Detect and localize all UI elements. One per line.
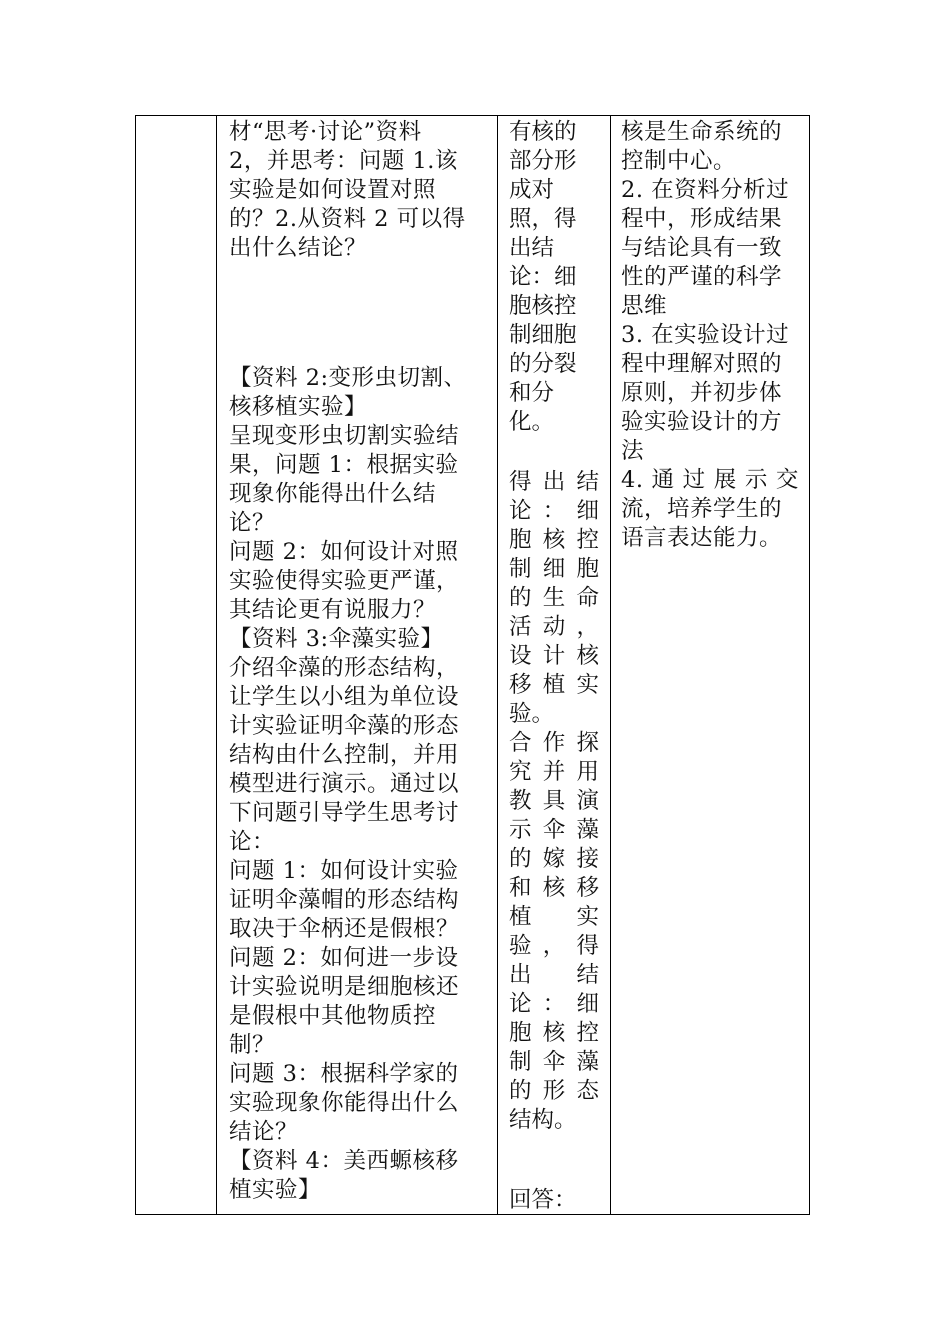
text-char: 并	[542, 759, 566, 785]
text-line: 回答：	[509, 1187, 577, 1213]
text-line: 出什么结论？	[229, 235, 368, 261]
text-line: 法	[621, 438, 645, 464]
text-char: 计	[542, 643, 566, 669]
text-char: 生	[542, 585, 566, 611]
text-char: 制	[509, 556, 532, 582]
text-line: 性的严谨的科学	[621, 264, 783, 290]
spaced-text-line	[509, 1077, 599, 1106]
text-line: 论？	[229, 510, 276, 536]
spaced-text-line	[509, 584, 599, 613]
text-line: 化。	[509, 409, 555, 435]
text-line: 实验使得实验更严谨，	[229, 568, 460, 594]
text-char: 交	[775, 467, 799, 493]
text-char: 合	[509, 730, 532, 756]
text-line: 制？	[229, 1032, 276, 1058]
text-char: 胞	[576, 556, 599, 582]
text-char: 探	[576, 730, 599, 756]
text-char: 制	[509, 1049, 532, 1075]
text-char: 用	[576, 759, 599, 785]
text-char: 究	[509, 759, 532, 785]
text-char: 设	[509, 643, 532, 669]
text-line: 的？2.从资料 2 可以得	[229, 206, 466, 232]
teacher-activity-cell	[217, 116, 498, 1215]
text-char: 控	[576, 1020, 599, 1046]
text-char: 核	[542, 1020, 566, 1046]
text-line: 程中，形成结果	[621, 206, 783, 232]
text-line: 【资料 2:变形虫切割、	[229, 365, 467, 391]
spaced-text-line	[621, 466, 799, 495]
text-line: 验实验设计的方	[621, 409, 783, 435]
text-line: 实验是如何设置对照	[229, 177, 437, 203]
spaced-text-line	[509, 816, 599, 845]
text-char: 结	[576, 962, 599, 988]
text-char: 命	[576, 585, 599, 611]
text-line: 胞核控	[509, 293, 577, 319]
text-line: 和分	[509, 380, 555, 406]
text-line: 下问题引导学生思考讨	[229, 800, 460, 826]
text-line: 植实验】	[229, 1177, 322, 1203]
text-char: 4.	[621, 467, 644, 493]
text-line: 2. 在资料分析过	[621, 177, 790, 203]
text-line: 结构由什么控制，并用	[229, 742, 460, 768]
table-row	[136, 116, 810, 1215]
text-char: 胞	[509, 1020, 532, 1046]
spaced-text-line	[509, 787, 599, 816]
text-line: 实验现象你能得出什么	[229, 1090, 460, 1116]
text-line: 其结论更有说服力？	[229, 597, 437, 623]
text-char: 演	[576, 788, 599, 814]
text-line: 的分裂	[509, 351, 577, 377]
text-line: 3. 在实验设计过	[621, 322, 790, 348]
text-line: 有核的	[509, 119, 577, 145]
text-char: 出	[509, 962, 532, 988]
spaced-text-line	[509, 990, 599, 1019]
student-activity-cell	[498, 116, 611, 1215]
text-line: 问题 2：如何设计对照	[229, 539, 459, 565]
spaced-text-line	[509, 845, 599, 874]
spaced-text-line	[509, 903, 599, 932]
text-char: 藻	[576, 817, 599, 843]
text-char: 论	[509, 991, 532, 1017]
text-char: 论	[509, 498, 532, 524]
text-line: 呈现变形虫切割实验结	[229, 423, 460, 449]
text-char: 细	[542, 556, 566, 582]
text-char: 藻	[576, 1049, 599, 1075]
text-line: 验。	[509, 701, 555, 727]
spaced-text-line	[509, 1019, 599, 1048]
text-line: 成对	[509, 177, 555, 203]
text-line: 取决于伞柄还是假根？	[229, 916, 460, 942]
text-line: 是假根中其他物质控	[229, 1003, 437, 1029]
text-line: 材“思考·讨论”资料	[229, 119, 422, 145]
text-char: 的	[509, 846, 532, 872]
text-char: 细	[576, 991, 599, 1017]
spaced-text-line	[509, 497, 599, 526]
text-char: 示	[509, 817, 532, 843]
text-char: 展	[713, 467, 737, 493]
text-line: 照，得	[509, 206, 577, 232]
text-line: 计实验证明伞藻的形态	[229, 713, 460, 739]
text-char: 嫁	[542, 846, 566, 872]
text-char: 具	[542, 788, 566, 814]
text-line: 介绍伞藻的形态结构，	[229, 655, 460, 681]
text-char: 植	[509, 904, 532, 930]
text-char: 形	[542, 1078, 566, 1104]
spaced-text-line	[509, 555, 599, 584]
text-char: 动	[542, 614, 566, 640]
text-line: 果，问题 1：根据实验	[229, 452, 459, 478]
text-line: 问题 2：如何进一步设	[229, 945, 459, 971]
text-char: 核	[576, 643, 599, 669]
text-line: 结构。	[509, 1107, 577, 1133]
text-line: 论：细	[509, 264, 577, 290]
spaced-text-line	[509, 1048, 599, 1077]
text-char: 过	[682, 467, 706, 493]
text-char: 核	[542, 875, 566, 901]
text-char: ，	[576, 614, 599, 640]
text-char: 通	[651, 467, 675, 493]
text-line: 思维	[621, 293, 668, 319]
text-char: 结	[576, 469, 599, 495]
text-char: 移	[509, 672, 532, 698]
text-char: 示	[744, 467, 768, 493]
text-line: 核是生命系统的	[621, 119, 783, 145]
text-char: 和	[509, 875, 532, 901]
text-char: 伞	[542, 817, 566, 843]
text-char: 得	[509, 469, 532, 495]
design-intent-cell	[611, 116, 810, 1215]
text-line: 现象你能得出什么结	[229, 481, 437, 507]
text-char: 态	[576, 1078, 599, 1104]
text-char: 植	[542, 672, 566, 698]
text-line: 证明伞藻帽的形态结构	[229, 887, 460, 913]
lesson-plan-table	[135, 115, 810, 1215]
text-char: 作	[542, 730, 566, 756]
text-char: ：	[542, 498, 566, 524]
text-char: 实	[576, 672, 599, 698]
text-char: ：	[542, 991, 566, 1017]
text-char: 伞	[542, 1049, 566, 1075]
text-line: 【资料 4：美西螈核移	[229, 1148, 459, 1174]
spaced-text-line	[509, 613, 599, 642]
text-char: 实	[576, 904, 599, 930]
text-line: 【资料 3:伞藻实验】	[229, 626, 444, 652]
text-line: 模型进行演示。通过以	[229, 771, 460, 797]
text-char	[543, 961, 565, 990]
text-line: 问题 1：如何设计实验	[229, 858, 459, 884]
text-line: 流，培养学生的	[621, 496, 783, 522]
spaced-text-line	[509, 758, 599, 787]
text-line: 计实验说明是细胞核还	[229, 974, 460, 1000]
text-char: 胞	[509, 527, 532, 553]
text-char: 核	[542, 527, 566, 553]
text-char: 验	[509, 933, 532, 959]
text-line: 与结论具有一致	[621, 235, 783, 261]
spaced-text-line	[509, 729, 599, 758]
text-line: 部分形	[509, 148, 577, 174]
text-char: 活	[509, 614, 532, 640]
text-char: 得	[576, 933, 599, 959]
text-line: 让学生以小组为单位设	[229, 684, 460, 710]
text-line: 出结	[509, 235, 555, 261]
text-char: ，	[542, 933, 566, 959]
spaced-text-line	[509, 671, 599, 700]
text-line: 语言表达能力。	[621, 525, 783, 551]
text-line: 程中理解对照的	[621, 351, 783, 377]
spaced-text-line	[509, 932, 599, 961]
spaced-text-line	[509, 874, 599, 903]
text-char: 的	[509, 1078, 532, 1104]
text-char: 出	[542, 469, 566, 495]
spaced-text-line	[509, 642, 599, 671]
spaced-text-line	[509, 468, 599, 497]
text-line: 核移植实验】	[229, 394, 368, 420]
spaced-text-line	[509, 961, 599, 990]
text-line: 结论？	[229, 1119, 299, 1145]
text-line: 原则，并初步体	[621, 380, 783, 406]
text-char: 控	[576, 527, 599, 553]
text-line: 问题 3：根据科学家的	[229, 1061, 459, 1087]
text-char: 移	[576, 875, 599, 901]
text-char: 的	[509, 585, 532, 611]
text-char	[543, 903, 565, 932]
text-line: 论：	[229, 829, 276, 855]
spaced-text-line	[509, 526, 599, 555]
text-line: 控制中心。	[621, 148, 737, 174]
text-char: 教	[509, 788, 532, 814]
text-line: 制细胞	[509, 322, 577, 348]
text-line: 2，并思考：问题 1.该	[229, 148, 458, 174]
text-char: 细	[576, 498, 599, 524]
empty-column-cell	[136, 116, 217, 1215]
text-char: 接	[576, 846, 599, 872]
